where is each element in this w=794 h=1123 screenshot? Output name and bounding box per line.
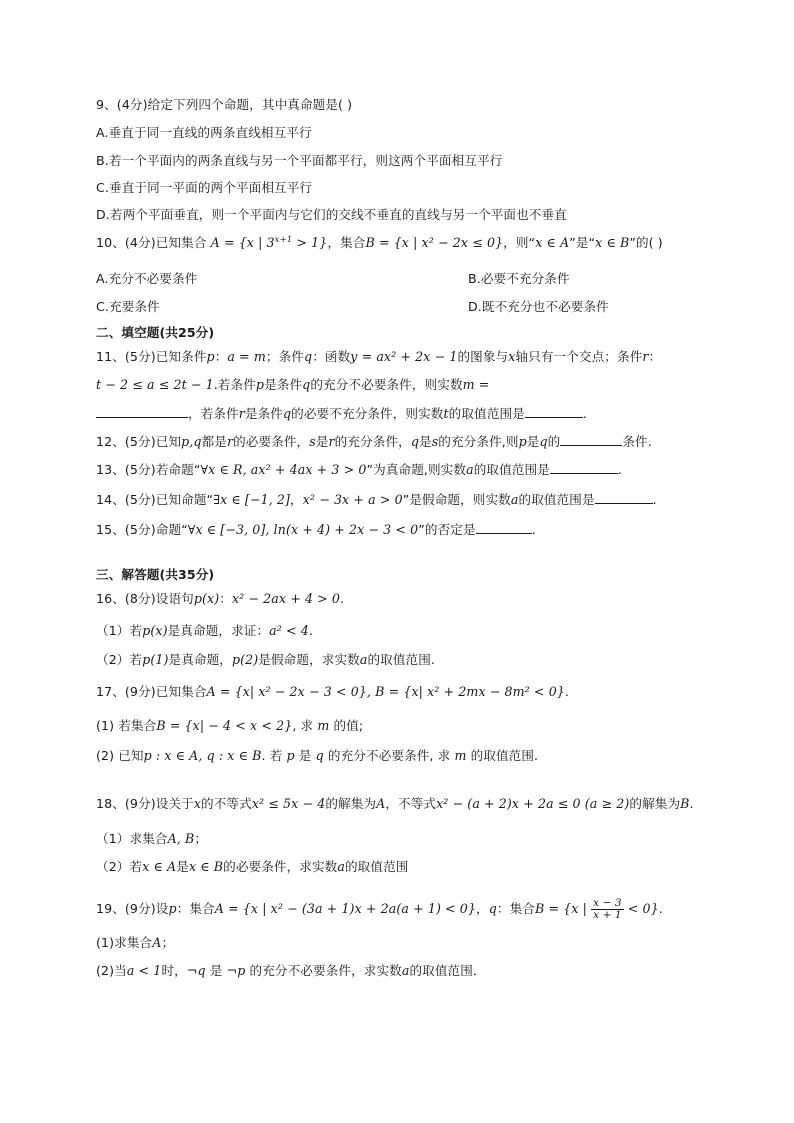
- q10-options-row-2: [96, 298, 696, 316]
- q11-line-2: t − 2 ≤ a ≤ 2t − 1.若条件p是条件q的充分不必要条件，则实数m =: [96, 377, 490, 392]
- q19-stem: 19、(9分)设p：集合A = {x | x² − (3a + 1)x + 2a(a + 1) < 0}，q：集合B = {x | $\frac{x - 3}{x + 1}$ < 0}.: [96, 897, 663, 921]
- q12-line: 12、(5分)已知p,q都是r的必要条件，s是r的充分条件，q是s的充分条件,则p是q的 条件.: [96, 434, 652, 449]
- q16-sub-1: （1）若p(x)是真命题，求证：a² < 4.: [96, 623, 314, 638]
- q11-blank-2: [525, 404, 583, 418]
- q19-sub-2: (2)当a < 1时，¬q 是 ¬p 的充分不必要条件，求实数a的取值范围．: [96, 963, 486, 978]
- q10-option-b: B.必要不充分条件: [468, 271, 570, 286]
- q10-set-b: B = {x | x² − 2x ≤ 0}: [365, 235, 504, 250]
- q18-stem: 18、(9分)设关于x的不等式x² ≤ 5x − 4的解集为A，不等式x² − (a + 2)x + 2a ≤ 0 (a ≥ 2)的解集为B.: [96, 796, 694, 811]
- section-2-title: 二、填空题(共25分): [96, 325, 215, 340]
- q11-blank-1: [96, 404, 188, 418]
- q18-sub-2: （2）若x ∈ A是x ∈ B的必要条件，求实数a的取值范围: [96, 859, 409, 874]
- q19-sub-1: (1)求集合A；: [96, 935, 175, 950]
- q9-stem: 9、(4分)给定下列四个命题，其中真命题是( ): [96, 97, 353, 112]
- q9-option-d: D.若两个平面垂直，则一个平面内与它们的交线不垂直的直线与另一个平面也不垂直: [96, 207, 567, 222]
- q10-options-row-1: [96, 270, 696, 288]
- q10-stem: 10、(4分)已知集合 A = {x | $3^{x+1} > 1$}，集合B = {x | x² − 2x ≤ 0}，则“x ∈ A”是“x ∈ B”的( ): [96, 235, 663, 250]
- q13-blank: [550, 460, 618, 474]
- q15-blank: [476, 520, 532, 534]
- q10-option-d: D.既不充分也不必要条件: [468, 299, 609, 314]
- q13-line: 13、(5分)若命题“∀x ∈ R, ax² + 4ax + 3 > 0”为真命题,则实数a的取值范围是 .: [96, 462, 622, 477]
- q17-stem: 17、(9分)已知集合A = {x| x² − 2x − 3 < 0}, B = {x| x² + 2mx − 8m² < 0}.: [96, 684, 570, 699]
- q10-option-c: C.充要条件: [96, 299, 160, 314]
- q14-blank: [595, 490, 653, 504]
- q16-sub-2: （2）若p(1)是真命题，p(2)是假命题，求实数a的取值范围.: [96, 652, 436, 667]
- q19-set-b: B = {x | $\frac{x - 3}{x + 1}$ < 0}: [535, 897, 659, 921]
- q15-line: 15、(5分)命题“∀x ∈ [−3, 0], ln(x + 4) + 2x − 3 < 0”的否定是 .: [96, 522, 536, 537]
- section-3-title: 三、解答题(共35分): [96, 567, 215, 582]
- q17-sub-1: (1) 若集合B = {x| − 4 < x < 2}, 求 m 的值;: [96, 718, 364, 733]
- q12-blank: [560, 432, 622, 446]
- q19-fraction: $\frac{x - 3}{x + 1}$: [593, 897, 622, 921]
- q9-option-a: A.垂直于同一直线的两条直线相互平行: [96, 125, 312, 140]
- q11-line-1: 11、(5分)已知条件p：a = m；条件q：函数y = ax² + 2x − 1的图象与x轴只有一个交点；条件r：: [96, 349, 662, 364]
- q9-option-b: B.若一个平面内的两条直线与另一个平面都平行，则这两个平面相互平行: [96, 153, 503, 168]
- q18-sub-1: （1）求集合A, B；: [96, 831, 208, 846]
- q9-option-c: C.垂直于同一平面的两个平面相互平行: [96, 180, 313, 195]
- q14-line: 14、(5分)已知命题“∃x ∈ [−1, 2]，x² − 3x + a > 0”是假命题，则实数a的取值范围是 .: [96, 492, 657, 507]
- q10-option-a: A.充分不必要条件: [96, 271, 198, 286]
- q10-set-a: A = {x | $3^{x+1} > 1$}: [210, 235, 328, 250]
- q16-stem: 16、(8分)设语句p(x)：x² − 2ax + 4 > 0.: [96, 591, 345, 606]
- q11-line-3: ，若条件r是条件q的必要不充分条件，则实数t的取值范围是 .: [96, 404, 587, 423]
- q17-sub-2: (2) 已知p : x ∈ A, q : x ∈ B. 若 p 是 q 的充分不必要条件, 求 m 的取值范围.: [96, 748, 539, 763]
